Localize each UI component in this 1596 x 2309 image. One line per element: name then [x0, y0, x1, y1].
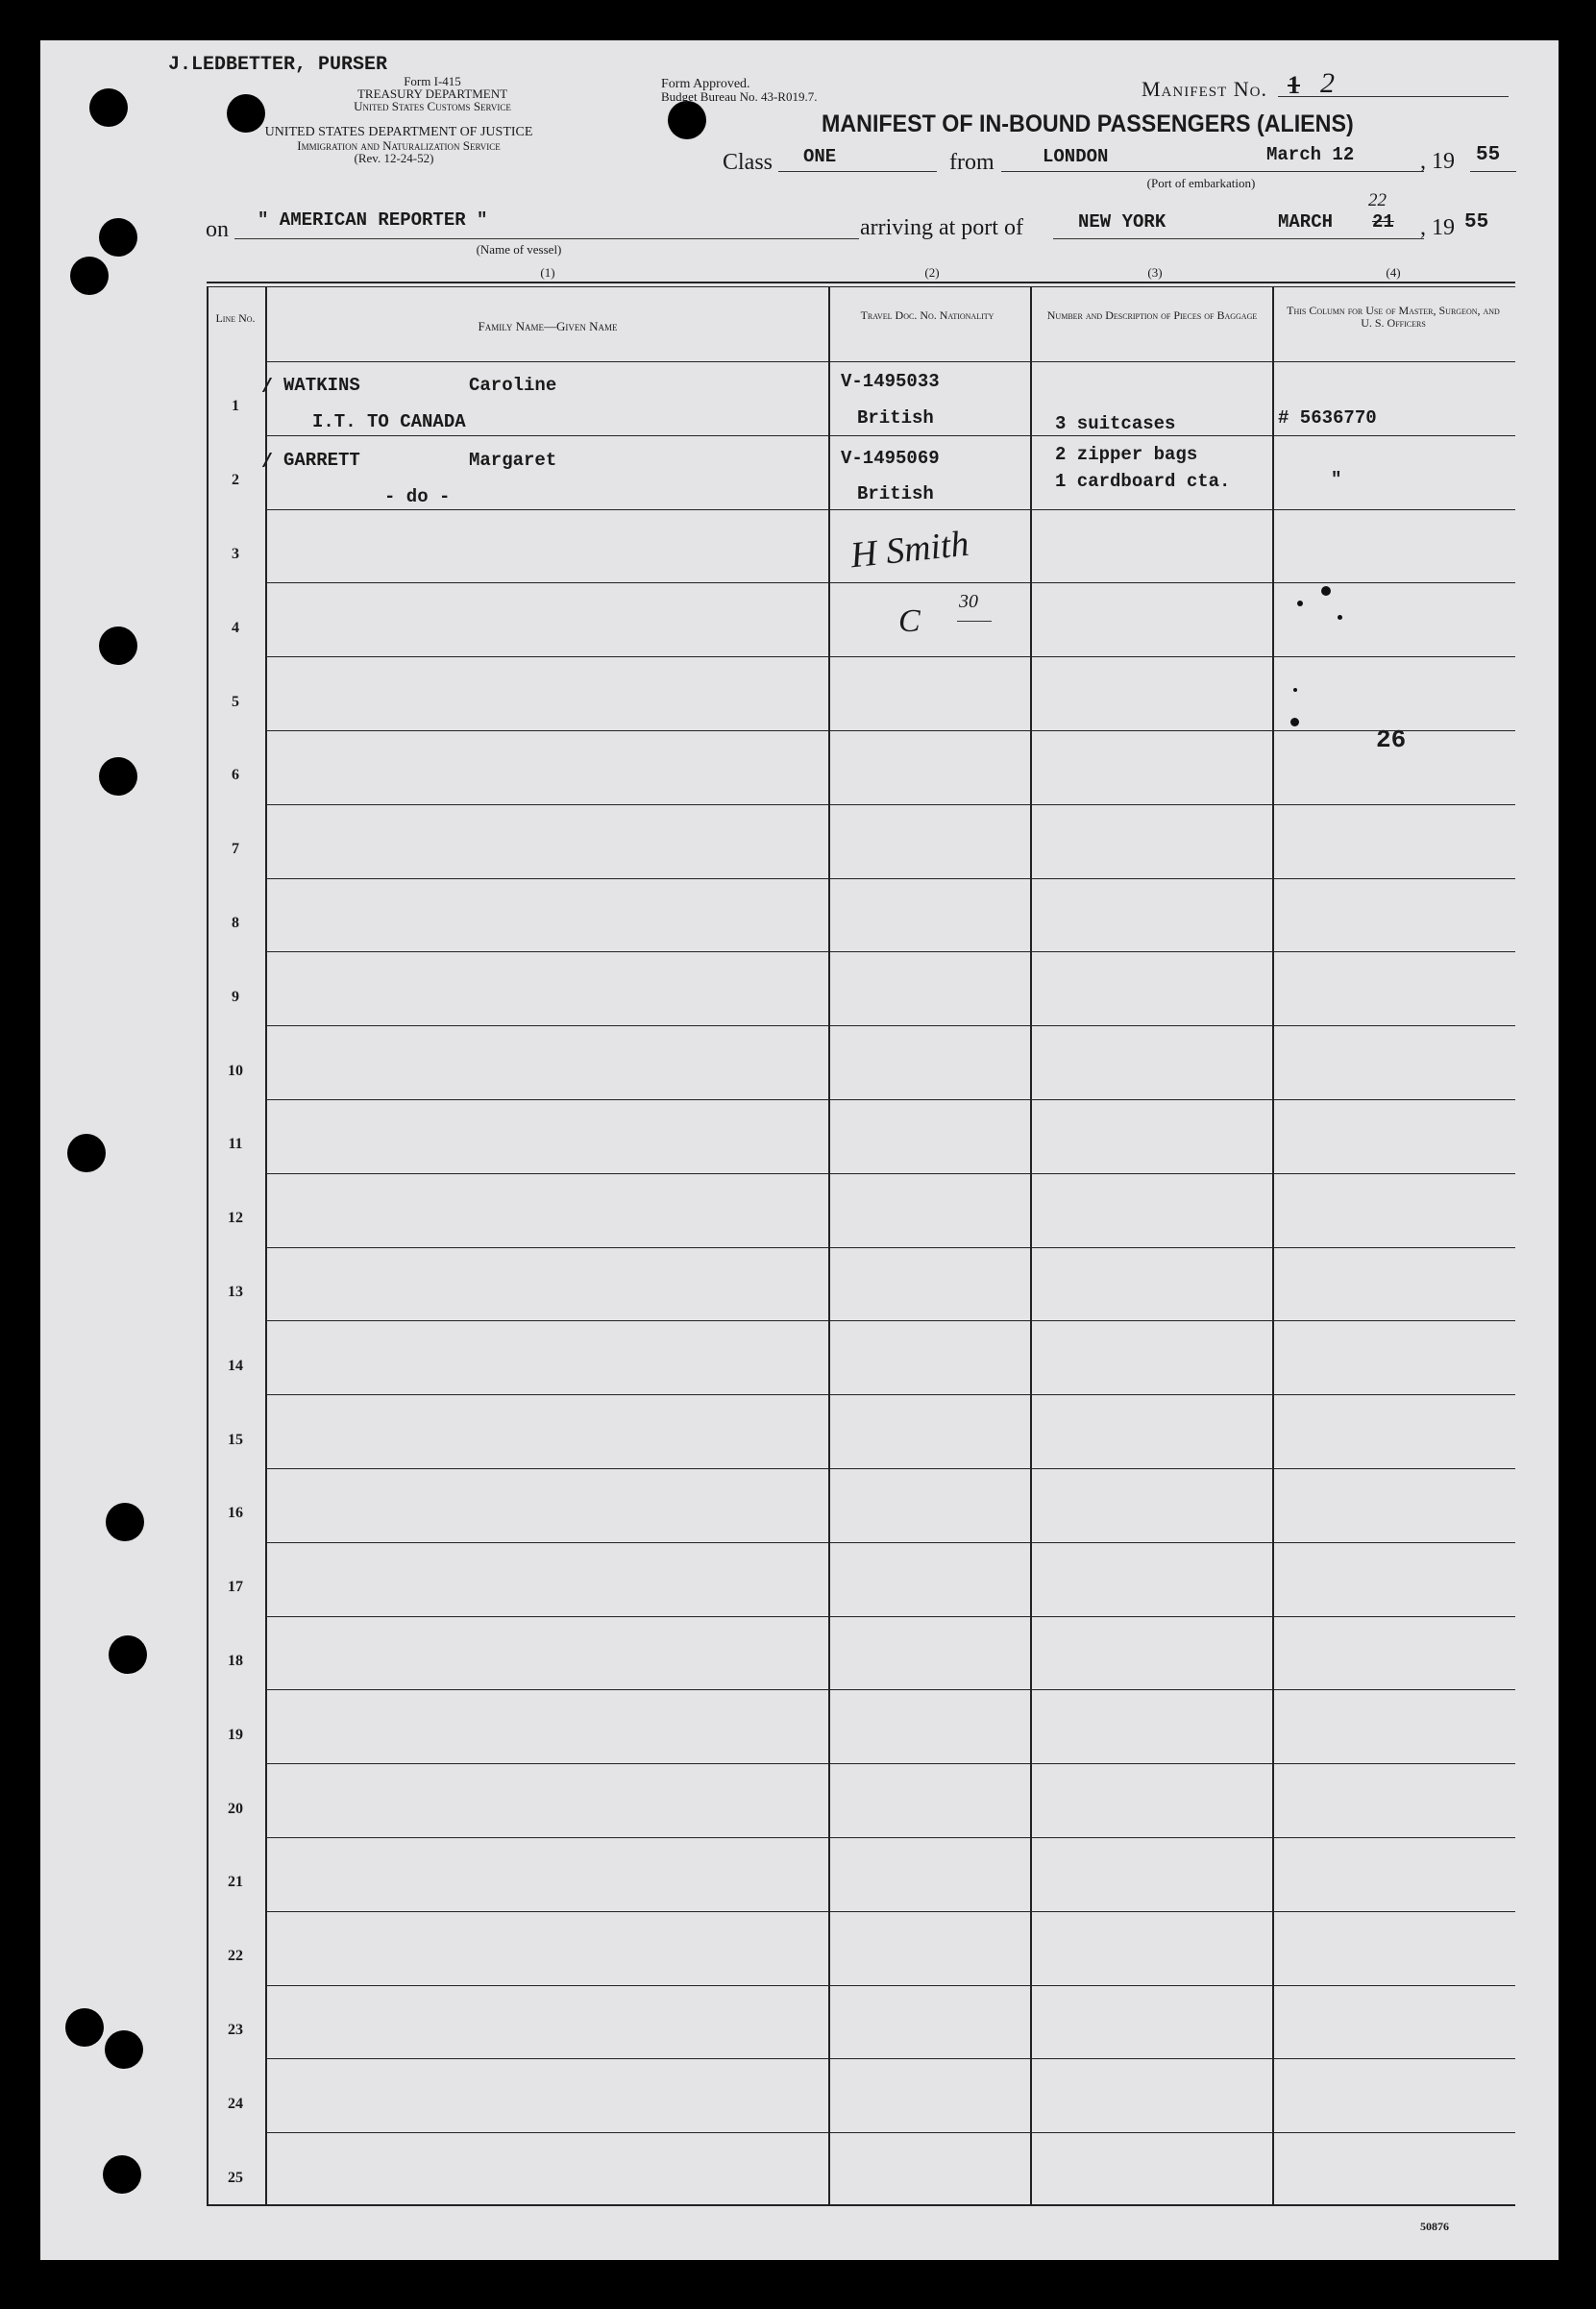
row-rule [267, 1985, 1515, 1986]
arrival-port: NEW YORK [1078, 211, 1166, 233]
manifest-title: MANIFEST OF IN-BOUND PASSENGERS (ALIENS) [822, 111, 1354, 137]
header-baggage: Number and Description of Pieces of Baggage [1046, 308, 1258, 322]
from-year: 55 [1476, 144, 1501, 166]
row-rule [267, 1763, 1515, 1764]
p1-note: I.T. TO CANADA [312, 411, 466, 432]
col-divider-1 [265, 286, 267, 2204]
class-label: Class [723, 150, 773, 175]
header-officers: This Column for Use of Master, Surgeon, and U. S. Officers [1287, 304, 1500, 330]
on-label: on [206, 217, 229, 242]
col-divider-3 [1030, 286, 1032, 2204]
form-code: 50876 [1420, 2220, 1449, 2233]
row-rule [267, 2058, 1515, 2059]
line-number: 22 [228, 1948, 243, 1965]
row-rule [267, 435, 1515, 436]
vessel-underline [234, 238, 859, 239]
header-bottom-rule [265, 361, 1515, 362]
p1-doc-no: V-1495033 [841, 371, 940, 392]
col-divider-4 [1272, 286, 1274, 2204]
row-rule [267, 878, 1515, 879]
purser-stamp: J.LEDBETTER, PURSER [168, 54, 388, 76]
punch-hole [99, 757, 137, 796]
treasury-dept: TREASURY DEPARTMENT [356, 86, 508, 101]
from-underline [1001, 171, 1424, 172]
row-rule [267, 656, 1515, 657]
row-rule [267, 1542, 1515, 1543]
handwritten-signature: H Smith [848, 523, 971, 577]
row-rule [267, 1616, 1515, 1617]
table-left-border [207, 286, 209, 2204]
p1-family-name: WATKINS [283, 375, 360, 396]
col-num-1: (1) [540, 265, 555, 280]
col-num-4: (4) [1386, 265, 1401, 280]
line-number: 7 [232, 841, 239, 858]
line-number: 5 [232, 693, 239, 710]
manifest-page [40, 40, 1559, 2260]
line-number: 1 [232, 398, 239, 415]
row-rule [267, 1689, 1515, 1690]
p2-given-name: Margaret [469, 450, 557, 471]
row-rule [267, 804, 1515, 805]
manifest-no-value: 2 [1320, 67, 1335, 99]
tick-mark: / [261, 377, 274, 399]
vessel-name: " AMERICAN REPORTER " [258, 209, 488, 231]
justice-dept: UNITED STATES DEPARTMENT OF JUSTICE [264, 125, 533, 139]
ink-speck [1293, 688, 1297, 692]
arrival-month: MARCH [1278, 211, 1334, 233]
ink-speck [1290, 718, 1299, 726]
header-travel-doc: Travel Doc. No. Nationality [860, 308, 994, 322]
line-number: 9 [232, 988, 239, 1005]
line-number: 17 [228, 1579, 243, 1596]
p2-baggage-line2: 1 cardboard cta. [1055, 471, 1231, 492]
line-number: 23 [228, 2022, 243, 2038]
punch-hole [109, 1635, 147, 1674]
arrival-year-prefix: , 19 [1420, 215, 1455, 240]
row-rule [267, 1394, 1515, 1395]
manifest-no-label: Manifest No. [1142, 77, 1267, 101]
table-top-rule [207, 282, 1515, 283]
line-number: 10 [228, 1062, 243, 1079]
punch-hole [99, 218, 137, 257]
line-number: 13 [228, 1284, 243, 1300]
punch-hole [65, 2008, 104, 2047]
budget-bureau: Budget Bureau No. 43-R019.7. [661, 89, 818, 104]
port-embarkation-note: (Port of embarkation) [1146, 176, 1256, 190]
p2-note: - do - [384, 486, 451, 507]
row-rule [267, 1837, 1515, 1838]
table-bottom-rule [207, 2204, 1515, 2206]
manifest-no-underline [1278, 96, 1509, 97]
p1-nationality: British [857, 407, 934, 429]
arrival-year: 55 [1464, 211, 1489, 233]
line-number: 12 [228, 1210, 243, 1227]
from-label: from [949, 150, 994, 175]
punch-hole [89, 88, 128, 127]
ink-speck [1338, 615, 1342, 620]
vessel-note: (Name of vessel) [476, 242, 562, 257]
line-number: 16 [228, 1505, 243, 1522]
line-number: 21 [228, 1874, 243, 1891]
line-number: 20 [228, 1800, 243, 1817]
stamp-number: 26 [1376, 725, 1407, 754]
line-number: 25 [228, 2169, 243, 2186]
arriving-label: arriving at port of [860, 215, 1023, 240]
line-number: 3 [232, 546, 239, 562]
ink-speck [1297, 601, 1303, 606]
row-rule [267, 1911, 1515, 1912]
arrival-day-struck: 21 [1372, 211, 1394, 233]
p2-officer-ditto: " [1331, 469, 1342, 490]
col-num-2: (2) [924, 265, 940, 280]
row-rule [267, 1173, 1515, 1174]
row-rule [267, 1025, 1515, 1026]
row-rule [267, 1320, 1515, 1321]
ink-speck [1321, 586, 1331, 596]
customs-service: United States Customs Service [354, 99, 511, 113]
row-rule [267, 1099, 1515, 1100]
handwritten-number: 30 [959, 591, 978, 612]
line-number: 8 [232, 915, 239, 931]
header-name: Family Name—Given Name [478, 319, 618, 333]
p2-nationality: British [857, 483, 934, 504]
row-rule [267, 951, 1515, 952]
row-rule [267, 2132, 1515, 2133]
from-date: March 12 [1266, 144, 1355, 165]
handwritten-initial: C [898, 603, 921, 639]
row-rule [267, 730, 1515, 731]
table-top-rule-2 [207, 286, 1515, 287]
from-value: LONDON [1043, 146, 1109, 167]
p2-family-name: GARRETT [283, 450, 360, 471]
punch-hole [99, 626, 137, 665]
punch-hole [105, 2030, 143, 2069]
row-rule [267, 509, 1515, 510]
line-number: 24 [228, 2095, 243, 2112]
p2-baggage-line1: 2 zipper bags [1055, 444, 1198, 465]
form-approved: Form Approved. [661, 77, 750, 91]
line-number: 14 [228, 1357, 243, 1374]
class-underline [778, 171, 937, 172]
punch-hole [103, 2155, 141, 2194]
p1-officer-note: # 5636770 [1278, 407, 1377, 429]
punch-hole [67, 1134, 106, 1172]
line-number: 2 [232, 472, 239, 489]
arrival-day: 22 [1368, 190, 1387, 210]
line-number: 19 [228, 1726, 243, 1743]
ins-service: Immigration and Naturalization Service [297, 138, 501, 153]
form-number: Form I-415 [404, 74, 461, 88]
punch-hole [668, 101, 706, 139]
handwritten-stroke [957, 621, 992, 622]
line-number: 6 [232, 767, 239, 784]
line-number: 15 [228, 1431, 243, 1448]
from-year-prefix: , 19 [1420, 149, 1455, 174]
punch-hole [106, 1503, 144, 1541]
row-rule [267, 582, 1515, 583]
row-rule [267, 1247, 1515, 1248]
manifest-no-struck: 1 [1288, 71, 1300, 99]
col-num-3: (3) [1147, 265, 1163, 280]
p1-given-name: Caroline [469, 375, 557, 396]
header-line-no: Line No. [215, 311, 256, 325]
class-value: ONE [803, 146, 837, 167]
arrival-underline [1053, 238, 1424, 239]
line-number: 18 [228, 1653, 243, 1669]
revision-date: (Rev. 12-24-52) [354, 151, 434, 165]
row-rule [267, 1468, 1515, 1469]
line-number: 4 [232, 619, 239, 636]
col-divider-2 [828, 286, 830, 2204]
tick-mark: / [261, 452, 274, 474]
line-number: 11 [228, 1136, 243, 1153]
p2-doc-no: V-1495069 [841, 448, 940, 469]
p1-baggage: 3 suitcases [1055, 413, 1176, 434]
punch-hole [70, 257, 109, 295]
year-underline [1470, 171, 1516, 172]
